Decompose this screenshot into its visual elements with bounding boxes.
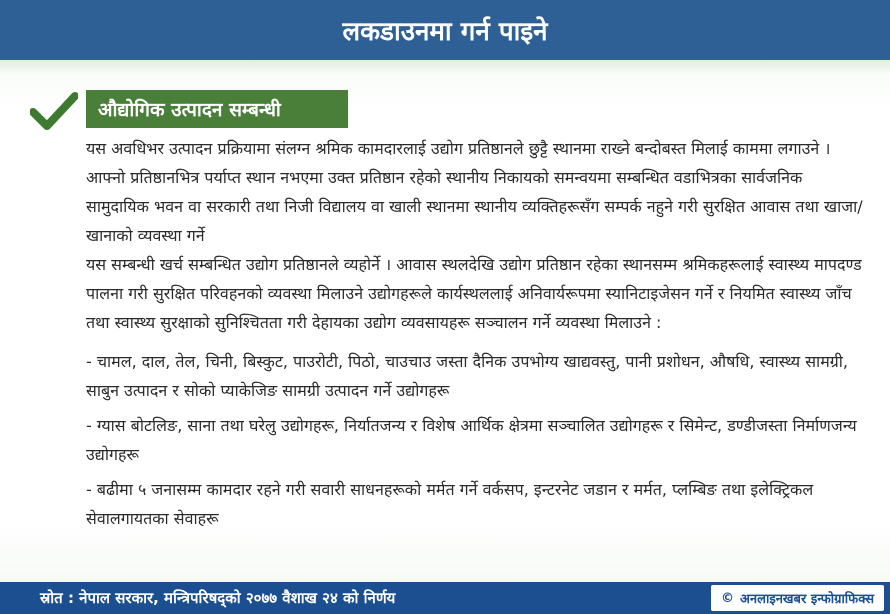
copyright-icon: ©: [721, 590, 734, 606]
header-stripe: [0, 60, 890, 74]
paragraph-1: यस अवधिभर उत्पादन प्रक्रियामा संलग्न श्रमिक कामदारलाई उद्योग प्रतिष्ठानले छुट्टै स्थानमा राख्ने बन्दोबस्त मिलाई काममा लगाउने । आफ्नो प्रतिष्ठानभित्र पर्याप्त स्थान नभएमा उक्त प्रतिष्ठान रहेको स्थानीय निकायको समन्वयमा सम्बन्धित वडाभित्रका सार्वजनिक सामुदायिक भवन वा सरकारी तथा निजी विद्यालय वा खाली स्थानमा स्थानीय व्यक्तिहरूसँग सम्पर्क नहुने गरी सुरक्षित आवास तथा खाजा/खानाको व्यवस्था गर्ने: [86, 139, 863, 245]
page-header: [0, 0, 890, 60]
source-text: स्रोत : नेपाल सरकार, मन्त्रिपरिषद्को २०७७ वैशाख २४ को निर्णय: [40, 589, 396, 607]
footer: [0, 582, 890, 614]
credit-text: अनलाइनखबर इन्फोग्राफिक्स: [740, 592, 874, 607]
credit-badge: [711, 585, 884, 611]
section-label: [86, 90, 348, 128]
content-body: [86, 134, 866, 539]
bullet-list: [86, 347, 866, 533]
list-item: - चामल, दाल, तेल, चिनी, बिस्कुट, पाउरोटी, पिठो, चाउचाउ जस्ता दैनिक उपभोग्य खाद्यवस्तु, पानी प्रशोधन, औषधि, स्वास्थ्य सामग्री, साबुन उत्पादन र सोको प्याकेजिङ सामग्री उत्पादन गर्ने उद्योगहरू: [86, 352, 849, 400]
page-title: लकडाउनमा गर्न पाइने: [342, 17, 548, 47]
section-label-text: औद्योगिक उत्पादन सम्बन्धी: [98, 99, 281, 121]
checkmark-icon: [30, 90, 78, 130]
paragraph-2: यस सम्बन्धी खर्च सम्बन्धित उद्योग प्रतिष्ठानले व्यहोर्ने । आवास स्थलदेखि उद्योग प्रतिष्ठान रहेका स्थानसम्म श्रमिकहरूलाई स्वास्थ्य मापदण्ड पालना गरी सुरक्षित परिवहनको व्यवस्था मिलाउने उद्योगहरूले कार्यस्थललाई अनिवार्यरूपमा स्यानिटाइजेसन गर्ने र नियमित स्वास्थ्य जाँच तथा स्वास्थ्य सुरक्षाको सुनिश्चितता गरी देहायका उद्योग व्यवसायहरू सञ्चालन गर्ने व्यवस्था मिलाउने :: [86, 255, 862, 332]
list-item: - ग्यास बोटलिङ, साना तथा घरेलु उद्योगहरू, निर्यातजन्य र विशेष आर्थिक क्षेत्रमा सञ्चालित उद्योगहरू र सिमेन्ट, डण्डीजस्ता निर्माणजन्य उद्योगहरू: [86, 416, 857, 464]
list-item: - बढीमा ५ जनासम्म कामदार रहने गरी सवारी साधनहरूको मर्मत गर्ने वर्कसप, इन्टरनेट जडान र मर्मत, प्लम्बिङ तथा इलेक्ट्रिकल सेवालगायतका सेवाहरू: [86, 480, 814, 528]
